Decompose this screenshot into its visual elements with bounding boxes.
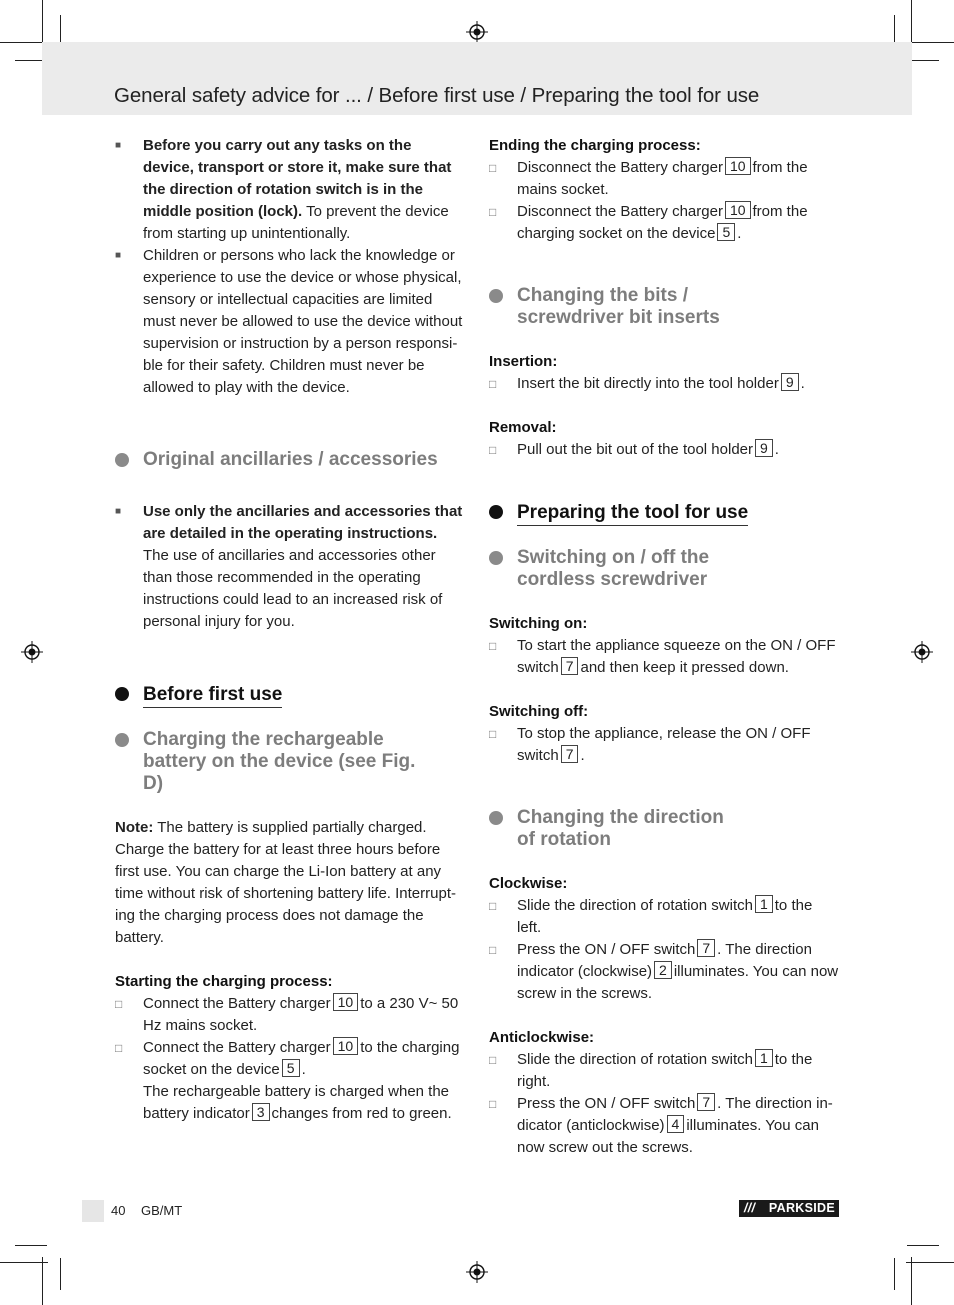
open-square-bullet-icon: □	[115, 997, 123, 1011]
crop-mark	[906, 1262, 954, 1263]
reference-number: 10	[725, 157, 751, 175]
reference-number: 7	[561, 745, 579, 763]
heading-text: Switching on / off the cordless screwdriver	[517, 547, 710, 590]
bullet-dot-icon	[115, 453, 129, 467]
crop-mark	[907, 1245, 939, 1246]
subheading-switching-on: Switching on:	[489, 615, 588, 632]
section-heading-bits	[489, 285, 839, 329]
right-column	[489, 135, 839, 1159]
square-bullet-icon: ■	[115, 250, 122, 261]
crosshair-icon	[21, 641, 43, 663]
item-text: Press the ON / OFF switch	[517, 941, 696, 958]
bullet-dot-icon	[489, 811, 503, 825]
item-text: illuminates. You can now screw in the screws.	[517, 963, 839, 1002]
list-item	[489, 201, 839, 245]
heading-text: Changing the direction of rotation	[517, 807, 724, 850]
list-item	[489, 373, 839, 395]
crosshair-icon	[466, 1261, 488, 1283]
subheading-anticlockwise: Anticlockwise:	[489, 1029, 595, 1046]
note-label: Note:	[115, 819, 154, 836]
bullet-dot-icon	[489, 289, 503, 303]
brand-name: PARKSIDE	[768, 1201, 835, 1215]
reference-number: 10	[333, 1037, 359, 1055]
item-text: Connect the Battery charger	[143, 995, 331, 1012]
heading-text: Before first use	[143, 684, 282, 708]
list-item	[489, 157, 839, 201]
reference-number: 7	[697, 939, 715, 957]
language-code: GB/MT	[141, 1203, 183, 1218]
list-item	[115, 993, 465, 1037]
item-text: to the right.	[517, 1051, 813, 1090]
section-heading-preparing	[489, 501, 839, 525]
bullet-dot-icon	[489, 505, 503, 519]
heading-text: Charging the rechargeable battery on the device (see Fig. D)	[143, 729, 416, 794]
item-text: changes from red to green.	[271, 1105, 452, 1122]
open-square-bullet-icon: □	[115, 1041, 123, 1055]
note-text: The battery is supplied partially charged. Charge the battery for at least three hours before first use. You can charge the Li-Ion battery at any time without risk of shortening battery life. Interrupting the charging process does not damage the battery.	[115, 819, 456, 946]
item-text: . The direction indicator (anticlockwise)	[517, 1095, 833, 1134]
bullet-dot-icon	[115, 687, 129, 701]
item-text: to the left.	[517, 897, 813, 936]
subheading-ending: Ending the charging process:	[489, 137, 701, 154]
crop-mark	[60, 1258, 61, 1290]
crop-mark	[894, 1258, 895, 1290]
open-square-bullet-icon: □	[489, 1053, 497, 1067]
subheading-clockwise: Clockwise:	[489, 875, 568, 892]
brand-logo	[739, 1200, 839, 1217]
open-square-bullet-icon: □	[489, 205, 497, 219]
heading-text: Preparing the tool for use	[517, 502, 748, 526]
open-square-bullet-icon: □	[489, 1097, 497, 1111]
reference-number: 1	[755, 1049, 773, 1067]
item-text: illuminates. You can now screw out the screws.	[517, 1117, 819, 1156]
bullet-dot-icon	[489, 551, 503, 565]
warning-text: The use of ancillaries and accessories other than those recommended in the operating instructions could lead to an increased risk of personal injury for you.	[143, 547, 443, 630]
reference-number: 3	[252, 1103, 270, 1121]
item-text: and then keep it pressed down.	[580, 659, 789, 676]
crop-mark	[911, 1257, 912, 1305]
item-text: The rechargeable battery is charged when the battery indicator	[143, 1083, 450, 1122]
item-text: Slide the direction of rotation switch	[517, 1051, 753, 1068]
reference-number: 9	[781, 373, 799, 391]
brand-slashes: ///	[744, 1201, 756, 1215]
list-item	[115, 135, 465, 245]
reference-number: 2	[654, 961, 672, 979]
item-text: To start the appliance squeeze on the ON / OFF switch	[517, 637, 836, 676]
subheading-insertion: Insertion:	[489, 353, 558, 370]
subheading-starting: Starting the charging process:	[115, 973, 333, 990]
reference-number: 5	[282, 1059, 300, 1077]
reference-number: 10	[725, 201, 751, 219]
open-square-bullet-icon: □	[489, 443, 497, 457]
section-heading-direction	[489, 807, 839, 851]
heading-text: Original ancillaries / accessories	[143, 449, 438, 470]
list-item	[489, 635, 839, 679]
crop-mark	[0, 1262, 48, 1263]
item-text: from the charging socket on the device	[517, 203, 808, 242]
list-item	[489, 1093, 839, 1159]
item-text: to a 230 V~ 50 Hz mains socket.	[143, 995, 459, 1034]
section-heading-switching	[489, 547, 839, 591]
open-square-bullet-icon: □	[489, 161, 497, 175]
page-number: 40	[111, 1203, 126, 1218]
open-square-bullet-icon: □	[489, 943, 497, 957]
subheading-switching-off: Switching off:	[489, 703, 589, 720]
warning-bold: Before you carry out any tasks on the device, transport or store it, make sure that the direction of rotation switch is in the middle position (lock).	[143, 137, 452, 220]
reference-number: 7	[561, 657, 579, 675]
open-square-bullet-icon: □	[489, 639, 497, 653]
warning-text: Children or persons who lack the knowledge or experience to use the device or whose physical, sensory or intellectual capacities are limited must never be allowed to use the device without supervision or instruction by a person responsible for their safety. Children must never be allowed to play with the device.	[143, 247, 463, 396]
square-bullet-icon: ■	[115, 506, 122, 517]
item-text: Insert the bit directly into the tool holder	[517, 375, 779, 392]
item-text: .	[774, 441, 779, 458]
section-heading-charging	[115, 729, 465, 795]
reference-number: 4	[667, 1115, 685, 1133]
section-heading-accessories	[115, 449, 465, 471]
item-text: .	[301, 1061, 306, 1078]
item-text: . The direction indicator (clockwise)	[517, 941, 812, 980]
warning-bold: Use only the ancillaries and accessories that are detailed in the operating instructions.	[143, 503, 463, 542]
left-column	[115, 135, 465, 1125]
heading-text: Changing the bits / screwdriver bit inserts	[517, 285, 720, 328]
reference-number: 9	[755, 439, 773, 457]
crop-mark	[42, 1257, 43, 1305]
list-item	[489, 723, 839, 767]
crosshair-icon	[466, 21, 488, 43]
subheading-removal: Removal:	[489, 419, 557, 436]
page-title: General safety advice for ... / Before first use / Preparing the tool for use	[114, 84, 760, 107]
list-item	[489, 895, 839, 939]
item-text: to the charging socket on the device	[143, 1039, 460, 1078]
item-text: Disconnect the Battery charger	[517, 203, 723, 220]
crop-mark	[906, 42, 954, 43]
item-text: .	[737, 225, 742, 242]
note-paragraph	[115, 817, 465, 949]
warning-text: To prevent the device from starting up unintentionally.	[143, 203, 449, 242]
crop-mark	[0, 42, 48, 43]
list-item	[489, 939, 839, 1005]
crosshair-icon	[911, 641, 933, 663]
list-item	[489, 1049, 839, 1093]
crop-mark	[42, 0, 43, 48]
page-number-box	[82, 1200, 104, 1222]
list-item	[115, 1037, 465, 1125]
item-text: Connect the Battery charger	[143, 1039, 331, 1056]
list-item	[489, 439, 839, 461]
bullet-dot-icon	[115, 733, 129, 747]
reference-number: 7	[697, 1093, 715, 1111]
item-text: Disconnect the Battery charger	[517, 159, 723, 176]
reference-number: 5	[717, 223, 735, 241]
item-text: Pull out the bit out of the tool holder	[517, 441, 753, 458]
reference-number: 10	[333, 993, 359, 1011]
open-square-bullet-icon: □	[489, 377, 497, 391]
item-text: Slide the direction of rotation switch	[517, 897, 753, 914]
crop-mark	[15, 1245, 47, 1246]
item-text: Press the ON / OFF switch	[517, 1095, 696, 1112]
item-text: .	[800, 375, 805, 392]
item-text: To stop the appliance, release the ON / OFF switch	[517, 725, 811, 764]
crop-mark	[911, 0, 912, 48]
section-heading-before-first-use	[115, 683, 465, 707]
open-square-bullet-icon: □	[489, 899, 497, 913]
reference-number: 1	[755, 895, 773, 913]
item-text: .	[580, 747, 585, 764]
list-item	[115, 501, 465, 633]
square-bullet-icon: ■	[115, 140, 122, 151]
list-item	[115, 245, 465, 399]
item-text: from the mains socket.	[517, 159, 808, 198]
open-square-bullet-icon: □	[489, 727, 497, 741]
